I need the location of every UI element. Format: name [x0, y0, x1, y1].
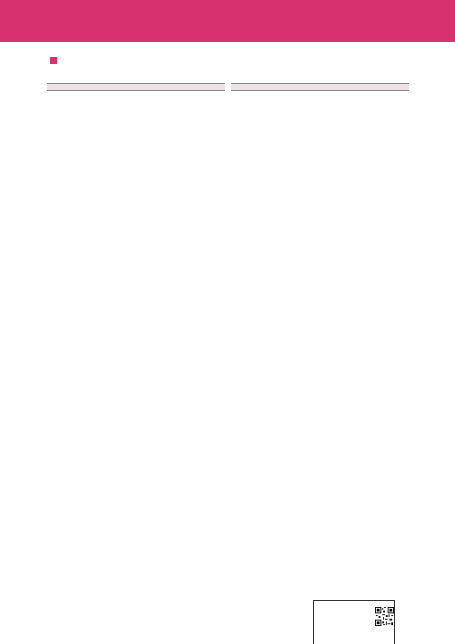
chapter-number	[416, 0, 455, 42]
qr-code-icon[interactable]	[375, 607, 394, 626]
col-header-pn	[182, 84, 225, 91]
cas-search-box[interactable]	[313, 600, 395, 644]
product-table-left	[47, 83, 225, 91]
header-bar	[0, 0, 416, 42]
section-square-icon	[50, 57, 57, 64]
side-index	[416, 0, 455, 644]
col-header-pn	[366, 84, 409, 91]
product-table-right	[231, 83, 409, 91]
section-title	[50, 56, 61, 66]
col-header-qty	[155, 84, 182, 91]
col-header-name	[47, 84, 155, 91]
col-header-qty	[339, 84, 366, 91]
col-header-name	[231, 84, 339, 91]
